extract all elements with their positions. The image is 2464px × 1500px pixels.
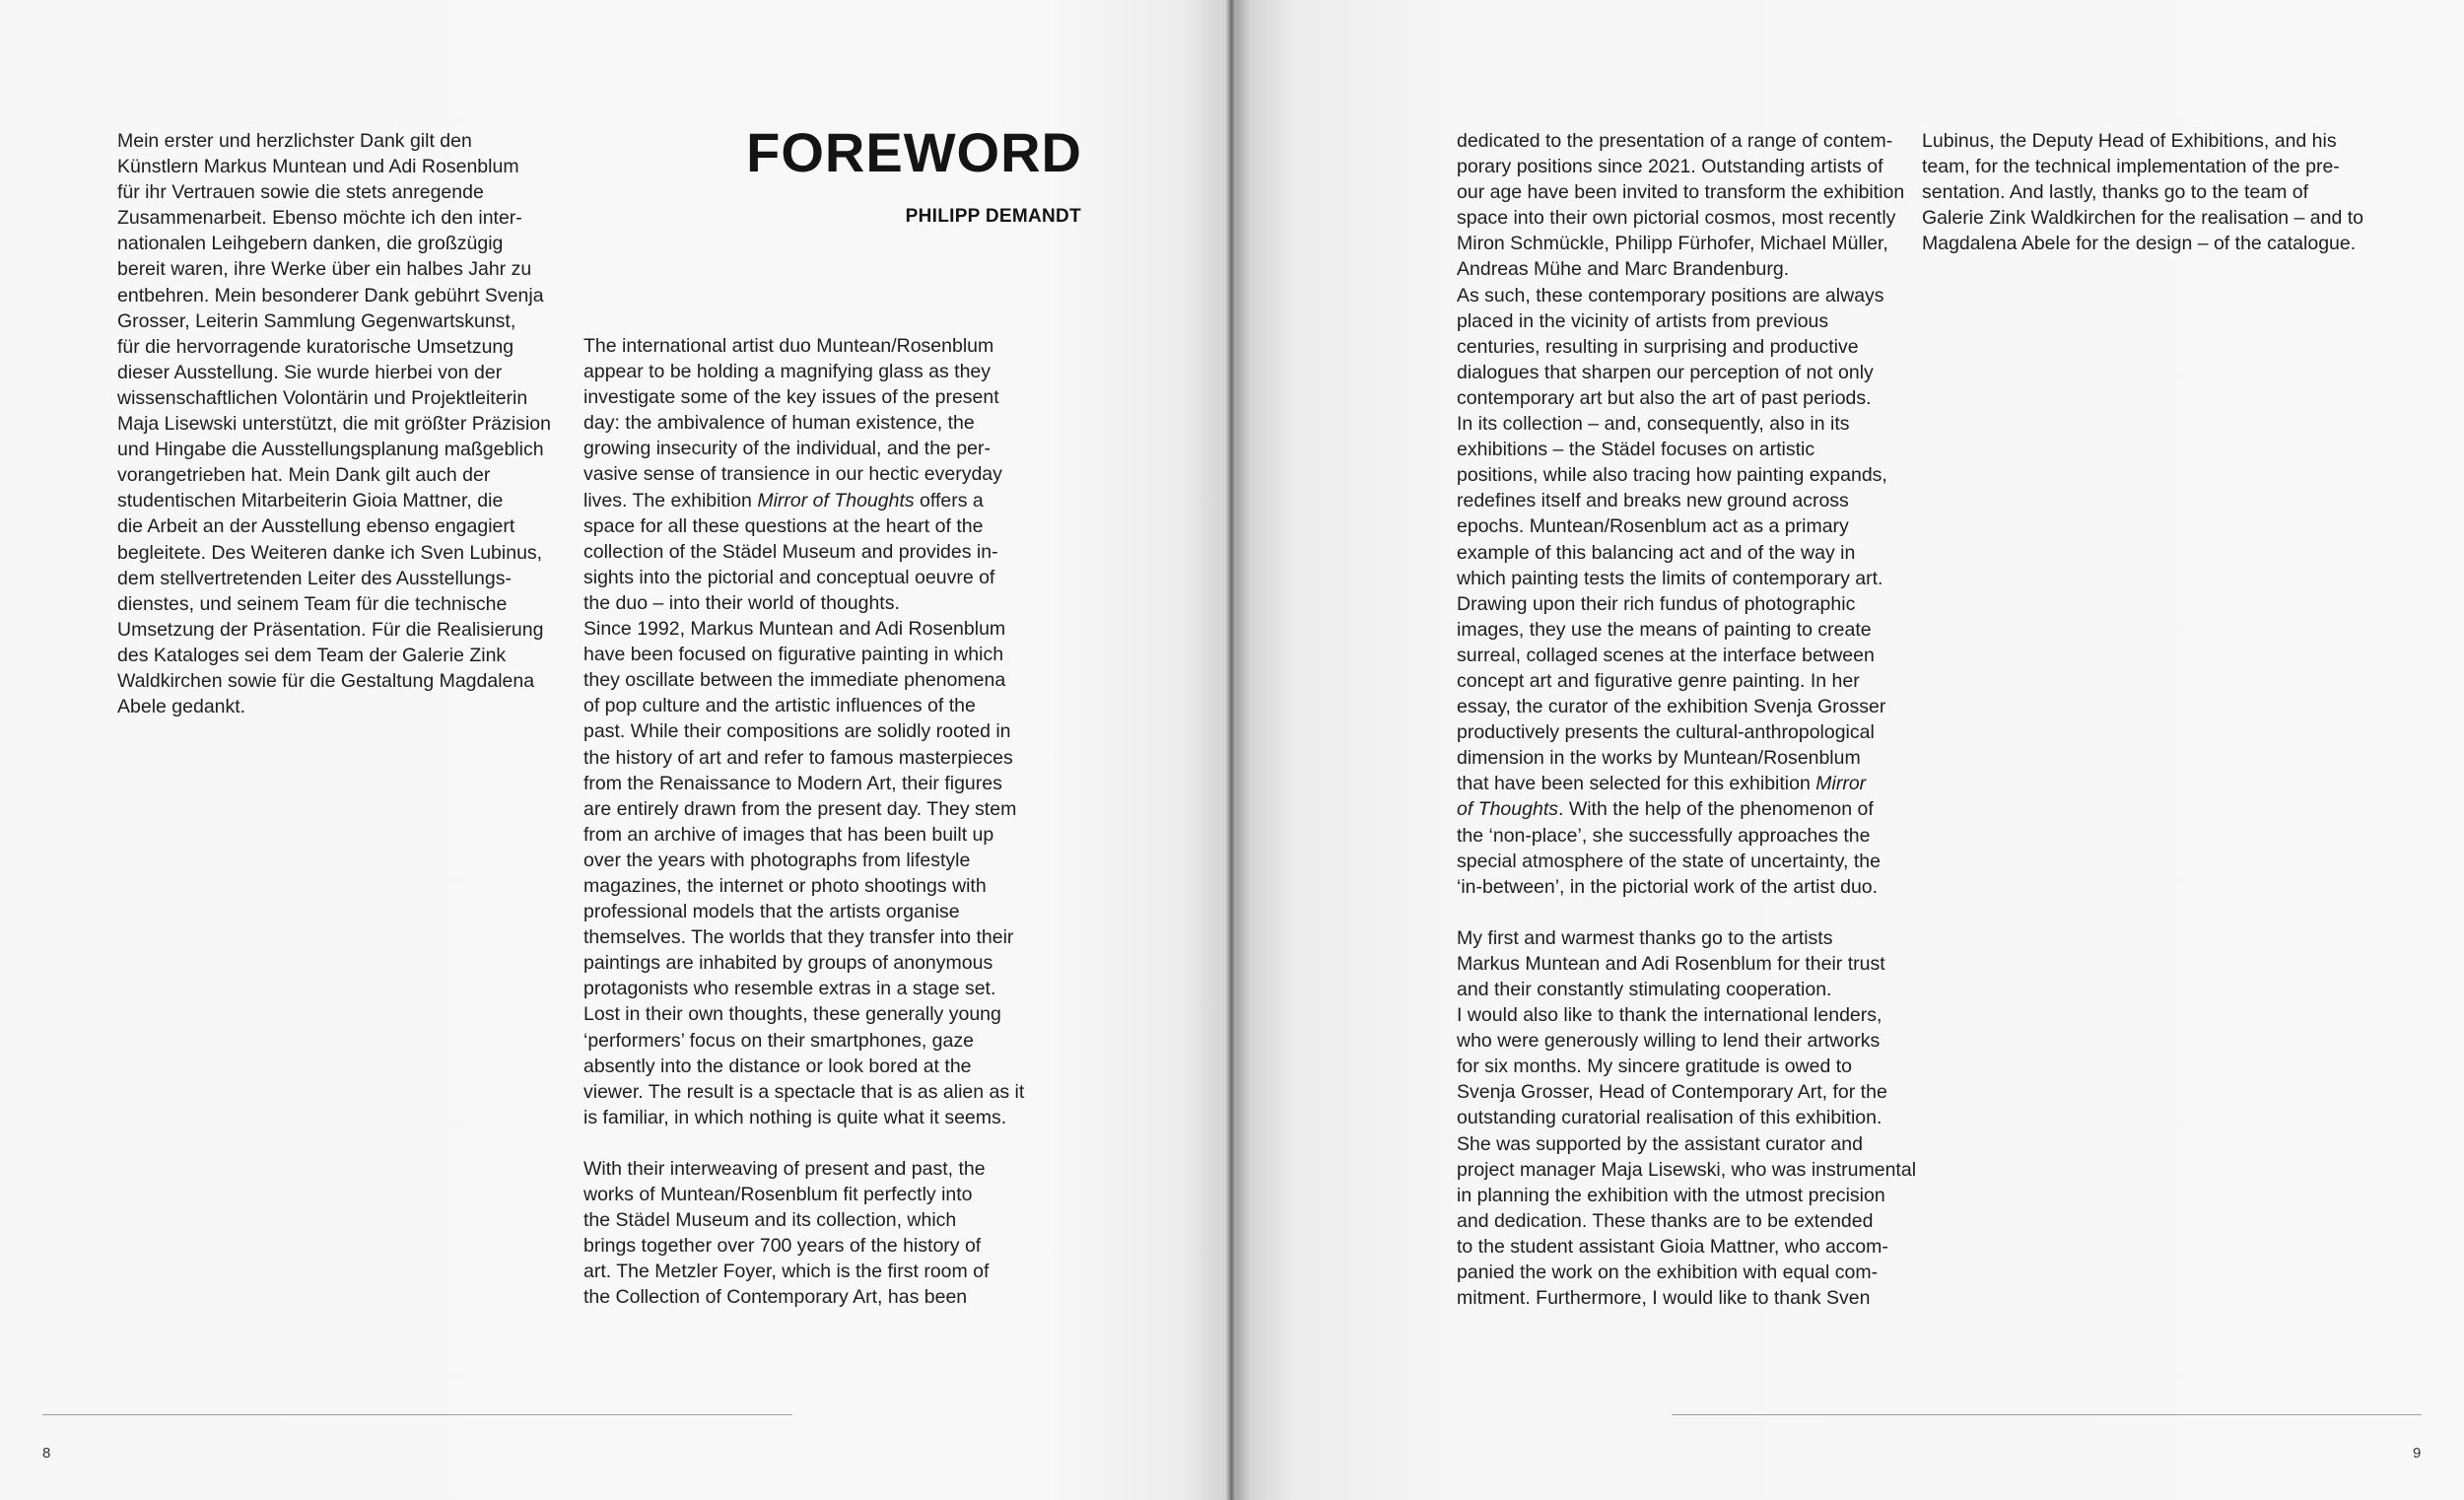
text-line: vasive sense of transience in our hectic everyday xyxy=(583,463,1002,486)
text-line: porary positions since 2021. Outstanding artists of xyxy=(1457,156,1883,178)
text-line: positions, while also tracing how painting expands, xyxy=(1457,464,1887,487)
foreword-column-2 xyxy=(1457,128,1920,1311)
text-line: and dedication. These thanks are to be extended xyxy=(1457,1209,1874,1232)
text-line: team, for the technical implementation of the pre- xyxy=(1922,156,2340,178)
text-line: Waldkirchen sowie für die Gestaltung Magdalena xyxy=(117,669,535,692)
text-line: for six months. My sincere gratitude is owed to xyxy=(1457,1056,1852,1078)
text-line: paintings are inhabited by groups of anonymous xyxy=(583,952,993,975)
text-line xyxy=(1457,771,1920,796)
text-line: Magdalena Abele for the design – of the catalogue. xyxy=(1922,233,2357,255)
text-line: past. While their compositions are solidly rooted in xyxy=(583,720,1011,743)
text-line: project manager Maja Lisewski, who was instrumental xyxy=(1457,1158,1917,1181)
text-line: the history of art and refer to famous masterpieces xyxy=(583,746,1013,769)
text-line: die Arbeit an der Ausstellung ebenso engagiert xyxy=(117,515,515,538)
text-line: With their interweaving of present and past, the xyxy=(583,1157,986,1180)
text-line: placed in the vicinity of artists from previous xyxy=(1457,309,1829,332)
text-line: investigate some of the key issues of the present xyxy=(583,386,999,409)
text-line: professional models that the artists organise xyxy=(583,901,960,923)
text-line: Svenja Grosser, Head of Contemporary Art, for the xyxy=(1457,1081,1887,1104)
text-line: dimension in the works by Muntean/Rosenblum xyxy=(1457,747,1861,770)
text-line: in planning the exhibition with the utmost precision xyxy=(1457,1184,1885,1206)
text-line: Abele gedankt. xyxy=(117,696,246,718)
text-line: growing insecurity of the individual, and the per- xyxy=(583,438,991,460)
text-run: . With the help of the phenomenon of xyxy=(1557,798,1874,821)
text-line: space into their own pictorial cosmos, most recently xyxy=(1457,207,1896,230)
text-line: Lubinus, the Deputy Head of Exhibitions, and his xyxy=(1922,130,2337,152)
text-line: dienstes, und seinem Team für die technische xyxy=(117,592,508,615)
paragraph xyxy=(1457,128,1920,283)
text-line: absently into the distance or look bored at the xyxy=(583,1055,972,1077)
text-line: who were generously willing to lend their artworks xyxy=(1457,1030,1881,1053)
text-line: over the years with photographs from lifestyle xyxy=(583,849,971,871)
text-line: the duo – into their world of thoughts. xyxy=(583,591,900,614)
text-line: redefines itself and breaks new ground across xyxy=(1457,490,1849,512)
paragraph xyxy=(583,333,1047,616)
text-line: protagonists who resemble extras in a stage set. xyxy=(583,978,996,1000)
text-line: Mein erster und herzlichster Dank gilt den xyxy=(117,130,472,152)
text-line: Galerie Zink Waldkirchen for the realisation – and to xyxy=(1922,207,2363,230)
text-line: sentation. And lastly, thanks go to the team of xyxy=(1922,181,2309,204)
text-line: is familiar, in which nothing is quite what it seems. xyxy=(583,1106,1007,1128)
text-line xyxy=(583,488,1047,513)
german-text-column xyxy=(117,128,551,719)
paragraph xyxy=(583,1156,1047,1311)
foreword-column-3 xyxy=(1922,128,2395,256)
text-line: und Hingabe die Ausstellungsplanung maßgeblich xyxy=(117,439,544,461)
text-line: the ‘non-place’, she successfully approaches the xyxy=(1457,824,1871,847)
text-line: begleitete. Des Weiteren danke ich Sven Lubinus, xyxy=(117,541,543,564)
text-line: wissenschaftlichen Volontärin und Projektleiterin xyxy=(117,386,528,409)
text-line: space for all these questions at the heart of the xyxy=(583,514,984,537)
text-line: Künstlern Markus Muntean und Adi Rosenblum xyxy=(117,156,519,178)
text-line: studentischen Mitarbeiterin Gioia Mattner, die xyxy=(117,490,504,512)
text-run: lives. The exhibition xyxy=(583,489,758,511)
text-line: from the Renaissance to Modern Art, their figures xyxy=(583,772,1002,794)
text-line: In its collection – and, consequently, also in its xyxy=(1457,413,1850,436)
text-line: für ihr Vertrauen sowie die stets anregende xyxy=(117,181,484,204)
text-line: images, they use the means of painting to create xyxy=(1457,618,1872,641)
text-line: entbehren. Mein besonderer Dank gebührt Svenja xyxy=(117,284,544,307)
text-line: viewer. The result is a spectacle that is as alien as it xyxy=(583,1080,1025,1103)
text-line: bereit waren, ihre Werke über ein halbes Jahr zu xyxy=(117,258,532,281)
text-line: Drawing upon their rich fundus of photographic xyxy=(1457,592,1856,615)
text-line: As such, these contemporary positions are always xyxy=(1457,284,1884,307)
text-line: ‘performers’ focus on their smartphones, gaze xyxy=(583,1029,974,1052)
paragraph xyxy=(1457,283,1920,900)
text-line: concept art and figurative genre painting. In her xyxy=(1457,669,1860,692)
text-line: the Collection of Contemporary Art, has been xyxy=(583,1286,968,1309)
text-line: special atmosphere of the state of uncertainty, the xyxy=(1457,850,1881,872)
text-line: themselves. The worlds that they transfer into their xyxy=(583,926,1014,949)
text-line: have been focused on figurative painting in which xyxy=(583,644,1004,666)
text-line: Miron Schmückle, Philipp Fürhofer, Michael Müller, xyxy=(1457,233,1888,255)
page-number: 9 xyxy=(2413,1445,2422,1462)
text-line: which painting tests the limits of contemporary art. xyxy=(1457,567,1883,589)
author-name: PHILIPP DEMANDT xyxy=(905,206,1081,227)
text-line: The international artist duo Muntean/Rosenblum xyxy=(583,335,994,357)
text-line: of pop culture and the artistic influences of the xyxy=(583,695,976,717)
text-line: nationalen Leihgebern danken, die großzügig xyxy=(117,233,504,255)
book-gutter xyxy=(1226,0,1236,1500)
text-line: My first and warmest thanks go to the artists xyxy=(1457,926,1833,949)
text-line: productively presents the cultural-anthropological xyxy=(1457,721,1875,744)
text-line: sights into the pictorial and conceptual oeuvre of xyxy=(583,566,995,588)
text-line: outstanding curatorial realisation of this exhibition. xyxy=(1457,1107,1882,1129)
text-line: are entirely drawn from the present day. They stem xyxy=(583,797,1017,820)
text-line: to the student assistant Gioia Mattner, who accom- xyxy=(1457,1235,1888,1258)
text-run: that have been selected for this exhibition xyxy=(1457,773,1816,795)
page-title: FOREWORD xyxy=(746,121,1082,183)
text-line: Umsetzung der Präsentation. Für die Realisierung xyxy=(117,618,544,641)
exhibition-title: of Thoughts xyxy=(1457,798,1558,821)
paragraph xyxy=(1457,925,1920,1002)
text-line: I would also like to thank the international lenders, xyxy=(1457,1004,1882,1027)
text-line: appear to be holding a magnifying glass as they xyxy=(583,361,992,383)
text-line: ‘in-between’, in the pictorial work of the artist duo. xyxy=(1457,875,1879,898)
text-line: art. The Metzler Foyer, which is the first room of xyxy=(583,1261,990,1283)
text-run: offers a xyxy=(914,489,984,511)
text-line: the Städel Museum and its collection, which xyxy=(583,1209,957,1232)
text-line: Maja Lisewski unterstützt, die mit größter Präzision xyxy=(117,413,551,436)
text-line: and their constantly stimulating cooperation. xyxy=(1457,979,1832,1000)
text-line: Andreas Mühe and Marc Brandenburg. xyxy=(1457,258,1790,281)
paragraph xyxy=(1922,128,2395,256)
text-line: centuries, resulting in surprising and productive xyxy=(1457,335,1859,358)
exhibition-title: Mirror of Thoughts xyxy=(757,489,915,511)
text-line: magazines, the internet or photo shootings with xyxy=(583,874,987,897)
text-line: vorangetrieben hat. Mein Dank gilt auch der xyxy=(117,464,491,487)
text-line: Zusammenarbeit. Ebenso möchte ich den inter- xyxy=(117,207,522,230)
text-line: collection of the Städel Museum and provides in- xyxy=(583,540,998,563)
text-line: exhibitions – the Städel focuses on artistic xyxy=(1457,439,1815,461)
text-line: works of Muntean/Rosenblum fit perfectly into xyxy=(583,1184,973,1205)
paragraph xyxy=(583,616,1047,1130)
text-line: they oscillate between the immediate phenomena xyxy=(583,669,1006,692)
text-line: essay, the curator of the exhibition Svenja Grosser xyxy=(1457,696,1886,718)
text-line xyxy=(1457,796,1920,822)
text-line: panied the work on the exhibition with equal com- xyxy=(1457,1261,1879,1284)
text-line: epochs. Muntean/Rosenblum act as a primary xyxy=(1457,515,1849,538)
text-line: She was supported by the assistant curator and xyxy=(1457,1132,1863,1155)
text-line: contemporary art but also the art of past periods. xyxy=(1457,386,1872,409)
exhibition-title: Mirror xyxy=(1815,773,1867,795)
text-line: dieser Ausstellung. Sie wurde hierbei von der xyxy=(117,361,503,383)
text-line: example of this balancing act and of the way in xyxy=(1457,541,1856,564)
text-line: day: the ambivalence of human existence, the xyxy=(583,412,975,435)
text-line: dedicated to the presentation of a range of contem- xyxy=(1457,130,1893,152)
text-line: des Kataloges sei dem Team der Galerie Zink xyxy=(117,644,507,666)
page-number: 8 xyxy=(42,1445,51,1462)
text-line: brings together over 700 years of the history of xyxy=(583,1235,982,1258)
text-line: Markus Muntean and Adi Rosenblum for their trust xyxy=(1457,952,1885,975)
text-line: Grosser, Leiterin Sammlung Gegenwartskunst, xyxy=(117,309,516,332)
text-line: für die hervorragende kuratorische Umsetzung xyxy=(117,335,514,358)
text-line: surreal, collaged scenes at the interface between xyxy=(1457,644,1875,666)
footer-rule xyxy=(1672,1414,2422,1415)
text-line: mitment. Furthermore, I would like to thank Sven xyxy=(1457,1287,1871,1310)
text-line: dialogues that sharpen our perception of not only xyxy=(1457,361,1874,383)
text-line: dem stellvertretenden Leiter des Ausstellungs- xyxy=(117,567,512,589)
german-paragraph xyxy=(117,128,551,719)
paragraph xyxy=(1457,1002,1920,1311)
footer-rule xyxy=(42,1414,792,1415)
text-line: Lost in their own thoughts, these generally young xyxy=(583,1003,1001,1026)
text-line: our age have been invited to transform the exhibition xyxy=(1457,181,1905,204)
text-line: Since 1992, Markus Muntean and Adi Rosenblum xyxy=(583,618,1006,641)
foreword-column-1 xyxy=(583,333,1047,1310)
text-line: from an archive of images that has been built up xyxy=(583,823,994,846)
right-page xyxy=(1232,0,2464,1500)
